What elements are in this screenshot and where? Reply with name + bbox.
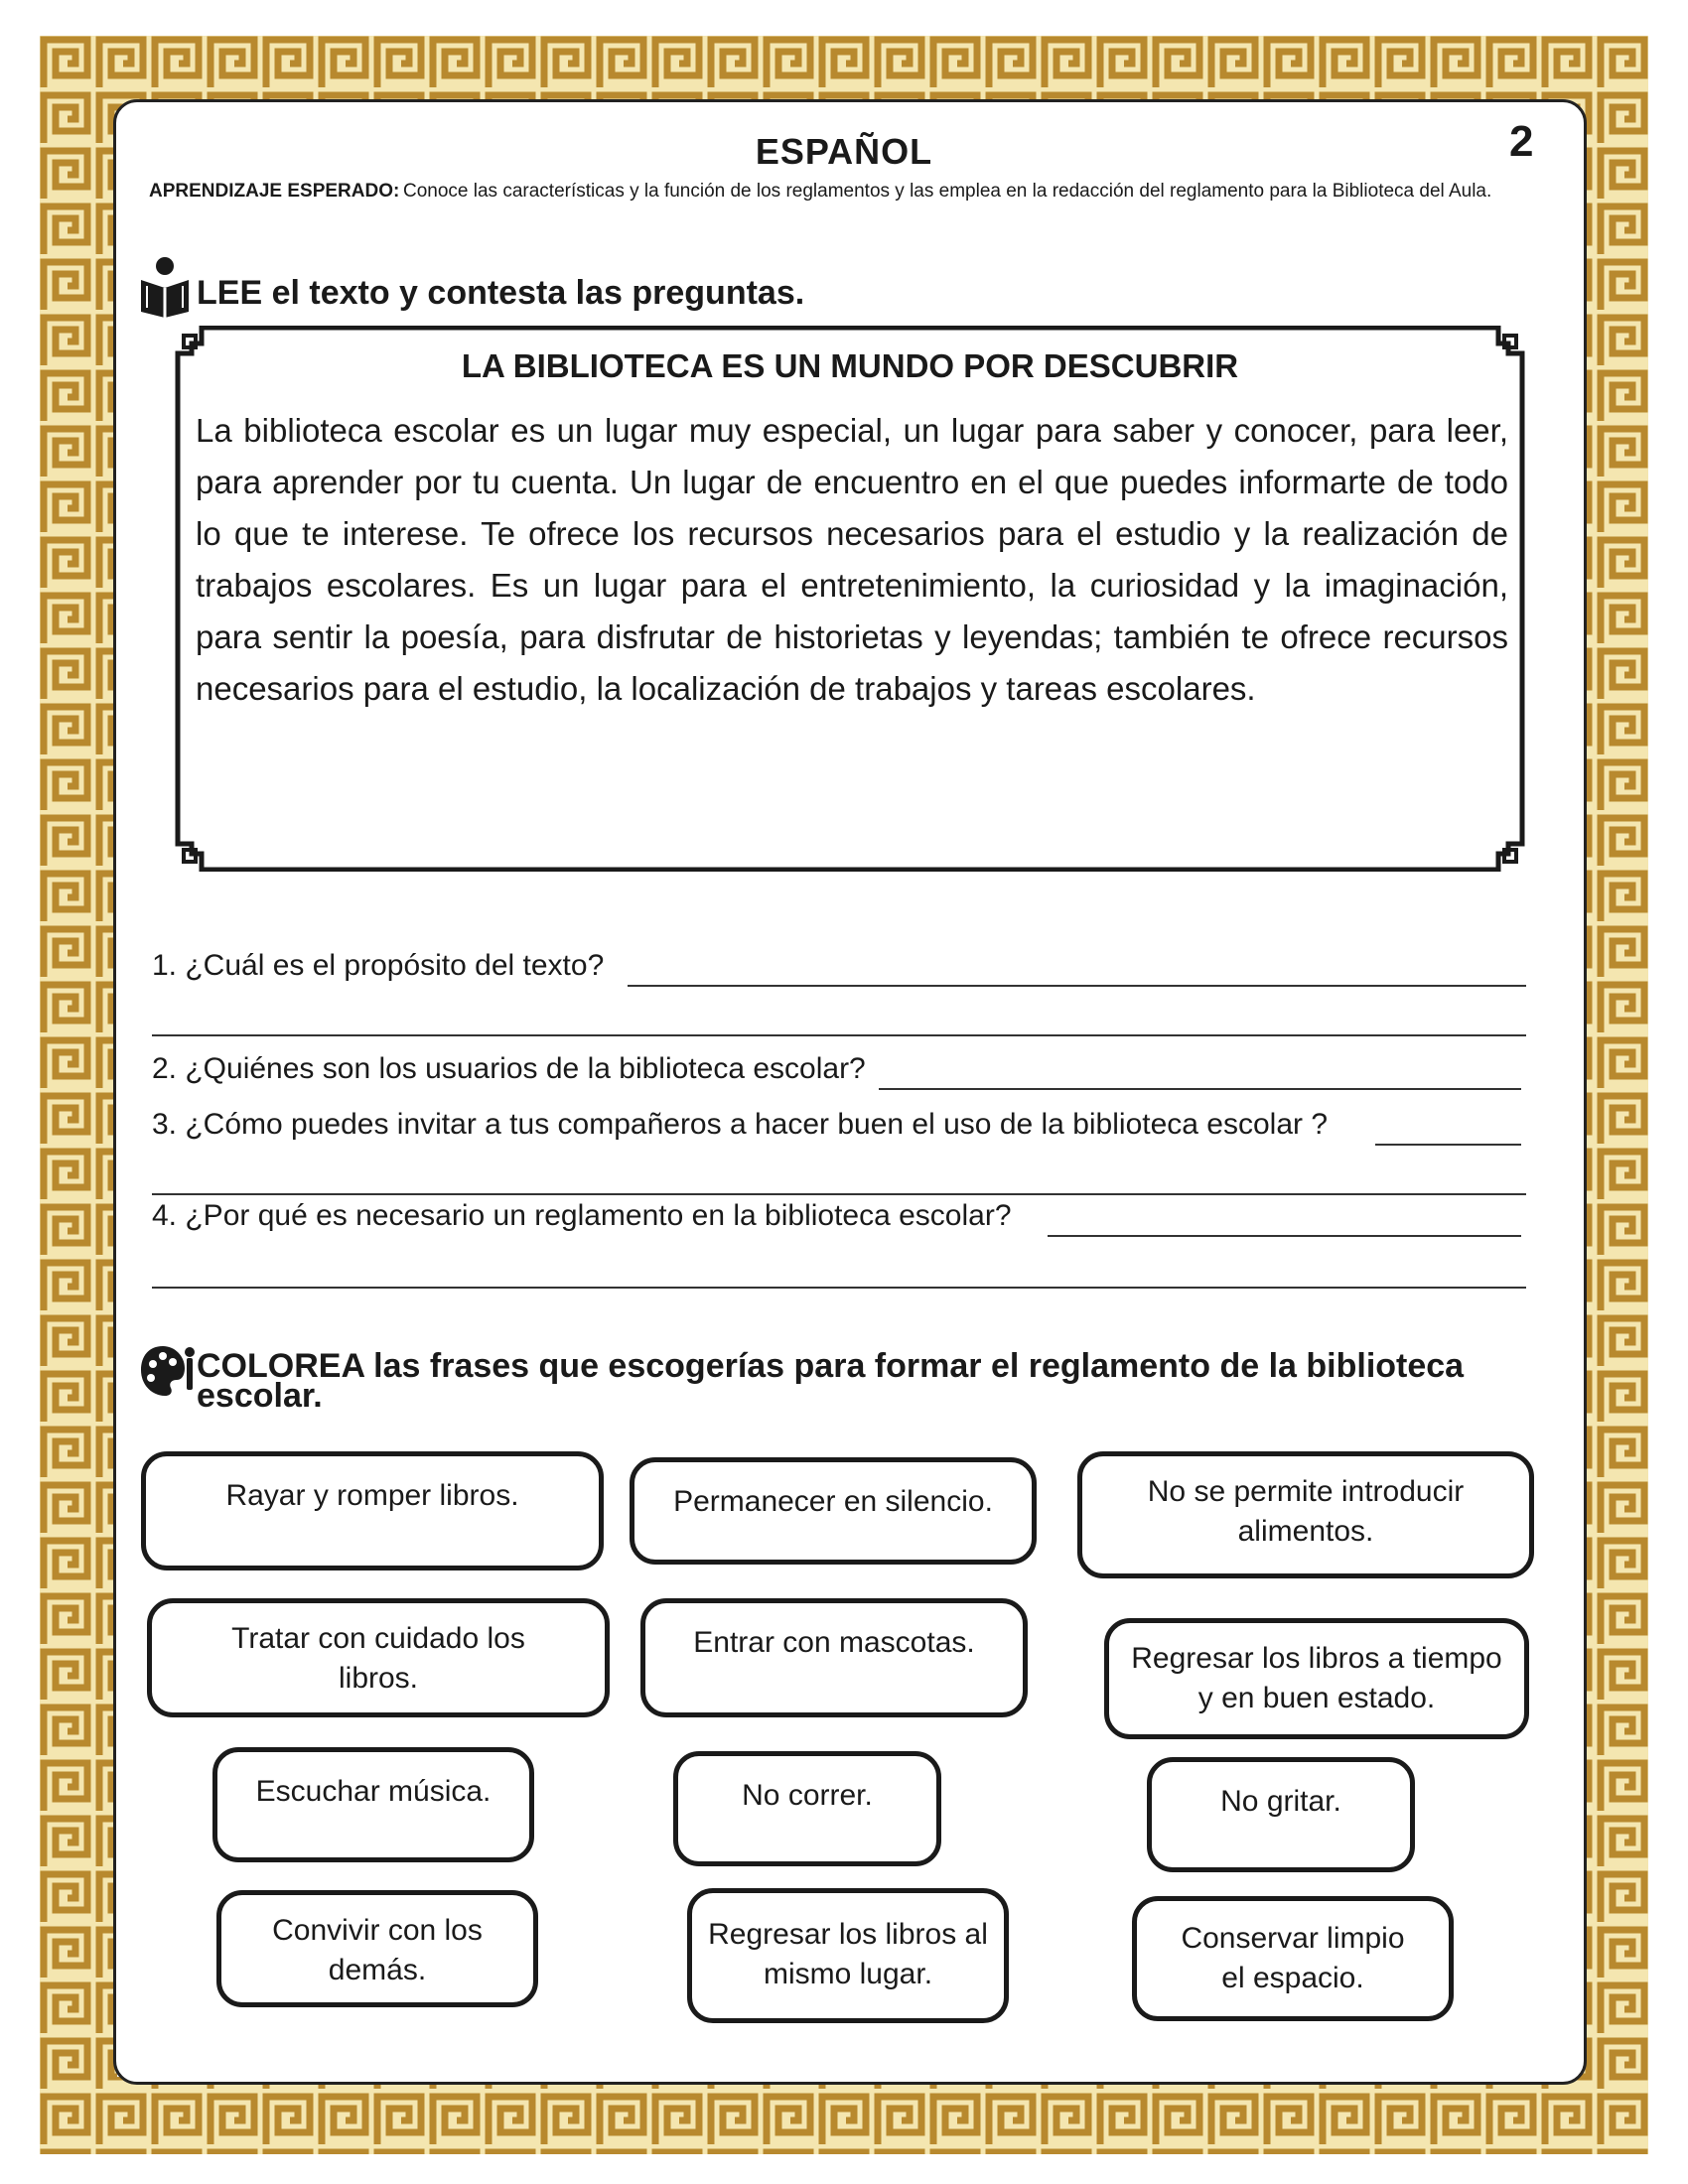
learning-objective-label: APRENDIZAJE ESPERADO: — [149, 181, 400, 202]
rule-option[interactable] — [1147, 1757, 1415, 1872]
answer-line-4b[interactable] — [152, 1287, 1526, 1289]
rule-option[interactable] — [1132, 1896, 1454, 2021]
rule-option[interactable] — [147, 1598, 610, 1717]
rule-option[interactable] — [673, 1751, 941, 1866]
reading-person-icon — [139, 256, 191, 318]
rule-option[interactable] — [630, 1457, 1037, 1565]
rule-option-label: No correr. — [742, 1779, 873, 1812]
rule-option-label: Convivir con los demás. — [272, 1914, 483, 1986]
rule-option-label: Conservar limpio el espacio. — [1181, 1922, 1405, 1994]
rule-option-label: Regresar los libros al mismo lugar. — [708, 1918, 988, 1990]
question-1: 1. ¿Cuál es el propósito del texto? — [152, 949, 605, 982]
subject-title: ESPAÑOL — [755, 131, 933, 172]
answer-line-4a[interactable] — [1048, 1235, 1521, 1237]
rule-option-label: Tratar con cuidado los libros. — [231, 1622, 525, 1695]
rule-option-label: Escuchar música. — [255, 1775, 492, 1808]
answer-line-1b[interactable] — [152, 1034, 1526, 1036]
reading-title: LA BIBLIOTECA ES UN MUNDO POR DESCUBRIR — [461, 347, 1239, 384]
rule-option-label: Entrar con mascotas. — [693, 1626, 975, 1659]
rule-option[interactable] — [687, 1888, 1009, 2023]
rule-option-label: Permanecer en silencio. — [673, 1485, 993, 1518]
rule-option-label: Rayar y romper libros. — [225, 1479, 519, 1512]
reading-text: La biblioteca escolar es un lugar muy especial, un lugar para saber y conocer, para leer, para aprender por tu cuenta. Un lugar de encuentro en el que puedes informarte de todo lo que te interese. Te ofrece los recursos necesarios para el estudio y la realización de trabajos escolares. Es un lugar para el entretenimiento, la curiosidad y la imaginación, para sentir la poesía, para disfrutar de historietas y leyendas; también te ofrece recursos necesarios para el estudio, la localización de trabajos y tareas escolares. — [196, 412, 1508, 707]
rule-option[interactable] — [1077, 1451, 1534, 1578]
reading-box — [174, 326, 1526, 872]
question-4: 4. ¿Por qué es necesario un reglamento en la biblioteca escolar? — [152, 1199, 1012, 1232]
rule-option-label: Regresar los libros a tiempo y en buen estado. — [1131, 1642, 1502, 1714]
learning-objective-text: Conoce las características y la función de los reglamentos y las emplea en la redacción del reglamento para la Biblioteca del Aula. — [403, 181, 1492, 202]
rule-option[interactable] — [640, 1598, 1028, 1717]
answer-line-3b[interactable] — [152, 1193, 1526, 1195]
answer-line-3a[interactable] — [1375, 1144, 1521, 1146]
rule-option[interactable] — [1104, 1618, 1529, 1739]
palette-brush-icon — [139, 1344, 195, 1398]
answer-line-2[interactable] — [879, 1088, 1521, 1090]
question-2: 2. ¿Quiénes son los usuarios de la biblioteca escolar? — [152, 1052, 866, 1085]
rule-option[interactable] — [212, 1747, 534, 1862]
page-number: 2 — [1509, 117, 1534, 166]
instruction-color: COLOREA las frases que escogerías para formar el reglamento de la biblioteca escolar. — [197, 1347, 1465, 1415]
question-3: 3. ¿Cómo puedes invitar a tus compañeros a hacer buen el uso de la biblioteca escolar ? — [152, 1108, 1329, 1141]
rule-option-label: No se permite introducir alimentos. — [1147, 1475, 1465, 1548]
rule-option[interactable] — [216, 1890, 538, 2007]
instruction-read: LEE el texto y contesta las preguntas. — [197, 274, 805, 312]
rule-option-label: No gritar. — [1220, 1785, 1341, 1818]
rule-option[interactable] — [141, 1451, 604, 1570]
answer-line-1a[interactable] — [628, 985, 1526, 987]
